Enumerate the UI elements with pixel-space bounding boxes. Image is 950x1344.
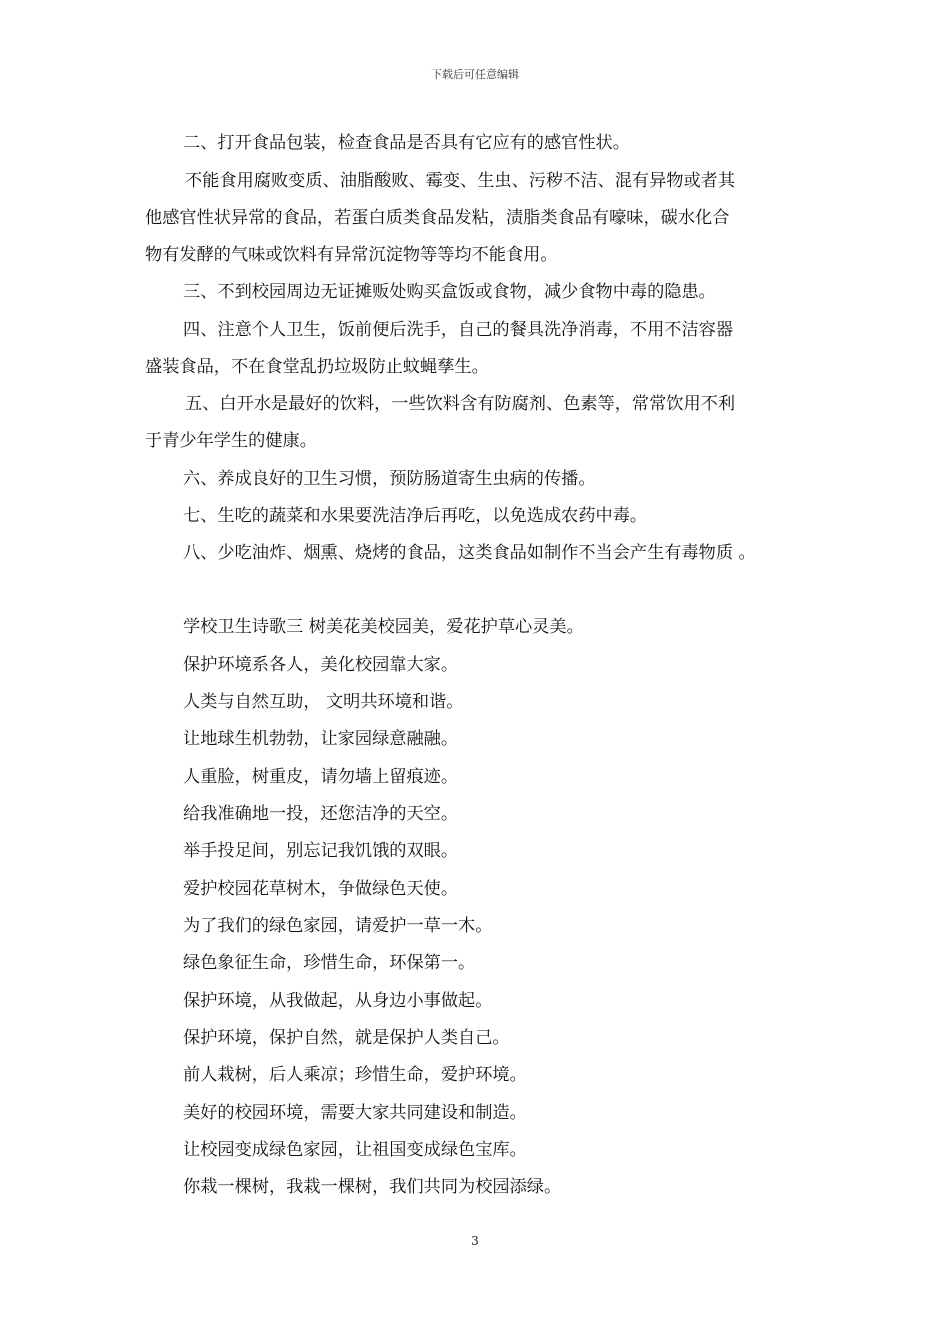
paragraph-line: 七、生吃的蔬菜和水果要洗洁净后再吃，以免选成农药中毒。	[183, 506, 648, 526]
poem-line: 人类与自然互助， 文明共环境和谐。	[183, 692, 464, 712]
paragraph-line: 四、注意个人卫生，饭前便后洗手，自己的餐具洗净消毒，不用不洁容器	[183, 320, 734, 340]
paragraph-line: 六、养成良好的卫生习惯，预防肠道寄生虫病的传播。	[183, 469, 596, 489]
poem-line: 让校园变成绿色家园，让祖国变成绿色宝库。	[183, 1140, 527, 1160]
poem-line: 保护环境，从我做起，从身边小事做起。	[183, 991, 493, 1011]
paragraph-line: 他感官性状异常的食品，若蛋白质类食品发粘，渍脂类食品有嚎味，碳水化合	[145, 208, 730, 228]
paragraph-line: 二、打开食品包装，检查食品是否具有它应有的感官性状。	[183, 133, 630, 153]
poem-title-line: 学校卫生诗歌三 树美花美校园美，爱花护草心灵美。	[183, 617, 584, 637]
paragraph-line: 物有发酵的气味或饮料有异常沉淀物等等均不能食用。	[145, 245, 558, 265]
paragraph-line: 盛装食品，不在食堂乱扔垃圾防止蚊蝇孳生。	[145, 357, 489, 377]
poem-line: 绿色象征生命，珍惜生命，环保第一。	[183, 953, 476, 973]
poem-line: 人重脸，树重皮，请勿墙上留痕迹。	[183, 767, 459, 787]
page-number: 3	[471, 1234, 479, 1248]
poem-line: 美好的校园环境，需要大家共同建设和制造。	[183, 1103, 527, 1123]
page-header: 下载后可任意编辑	[431, 68, 519, 81]
poem-line: 你栽一棵树，我栽一棵树，我们共同为校园添绿。	[183, 1177, 562, 1197]
paragraph-line: 于青少年学生的健康。	[145, 431, 317, 451]
poem-line: 举手投足间，别忘记我饥饿的双眼。	[183, 841, 459, 861]
poem-line: 让地球生机勃勃，让家园绿意融融。	[183, 729, 459, 749]
poem-line: 保护环境，保护自然，就是保护人类自己。	[183, 1028, 510, 1048]
poem-line: 为了我们的绿色家园，请爱护一草一木。	[183, 916, 493, 936]
poem-line: 前人栽树，后人乘凉；珍惜生命，爱护环境。	[183, 1065, 527, 1085]
paragraph-line: 不能食用腐败变质、油脂酸败、霉变、生虫、污秽不洁、混有异物或者其	[185, 171, 736, 191]
poem-line: 保护环境系各人，美化校园靠大家。	[183, 655, 459, 675]
paragraph-line: 八、少吃油炸、烟熏、烧烤的食品，这类食品如制作不当会产生有毒物质 。	[183, 543, 756, 563]
poem-line: 给我准确地一投，还您洁净的天空。	[183, 804, 459, 824]
poem-line: 爱护校园花草树木，争做绿色天使。	[183, 879, 459, 899]
paragraph-line: 五、白开水是最好的饮料，一些饮料含有防腐剂、色素等，常常饮用不利	[185, 394, 736, 414]
paragraph-line: 三、不到校园周边无证摊贩处购买盒饭或食物，减少食物中毒的隐患。	[183, 282, 716, 302]
